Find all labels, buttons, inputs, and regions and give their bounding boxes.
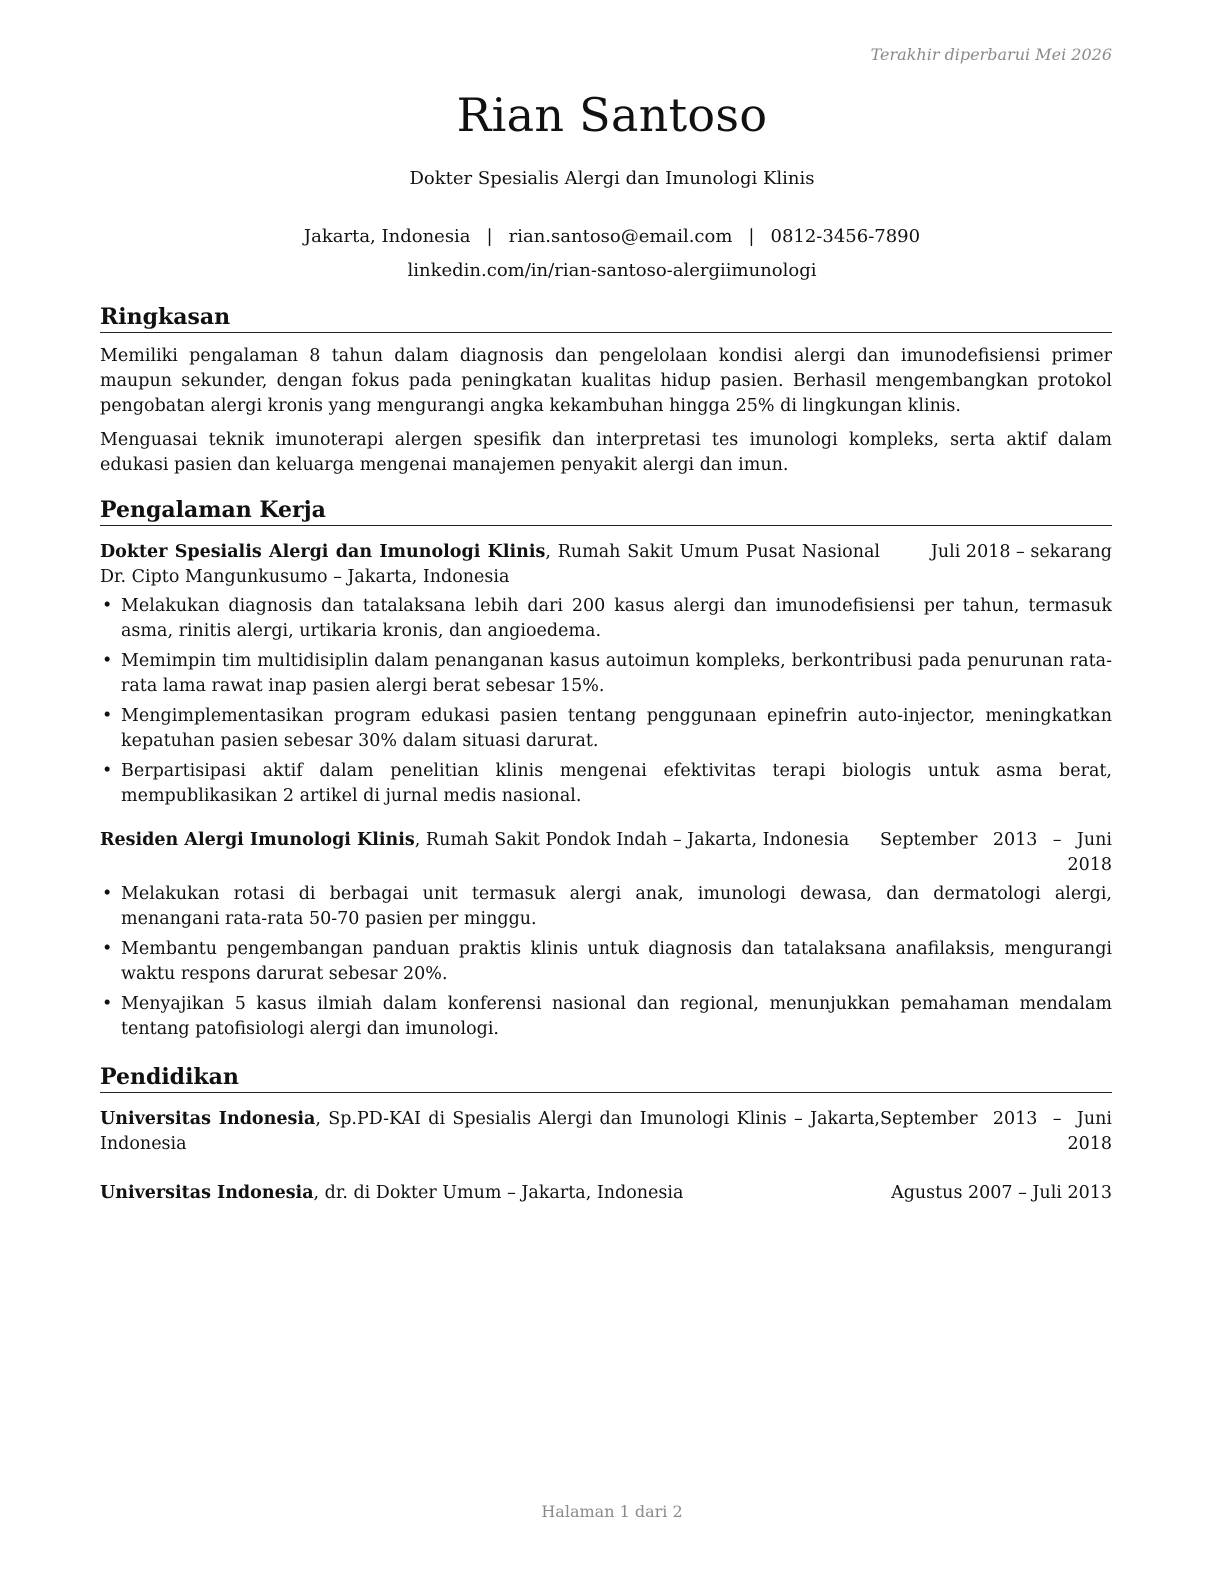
- job-dates: September 2013 – Juni 2018: [880, 830, 1112, 875]
- bullet-text: Memimpin tim multidisiplin dalam penanganan kasus autoimun kompleks, berkontribusi pada penurunan rata-rata lama rawat inap pasien alergi berat sebesar 15%.: [121, 651, 1112, 696]
- bullet-icon: •: [102, 884, 113, 904]
- bullet-text: Berpartisipasi aktif dalam penelitian klinis mengenai efektivitas terapi biologis untuk asma berat, mempublikasikan 2 artikel di jurnal medis nasional.: [121, 761, 1112, 806]
- job-org: , Rumah Sakit Umum Pusat Nasional Dr. Cipto Mangunkusumo – Jakarta, Indonesia: [100, 542, 880, 587]
- job-header: [100, 828, 1112, 878]
- page-number: Halaman 1 dari 2: [541, 1502, 683, 1521]
- education-section: [100, 1064, 1112, 1206]
- candidate-headline: Dokter Spesialis Alergi dan Imunologi Klinis: [409, 168, 815, 189]
- list-item: [100, 882, 1112, 932]
- job-header: [100, 540, 1112, 590]
- summary-section: [100, 304, 1112, 478]
- job-title-org: [100, 828, 880, 878]
- bullet-text: Melakukan rotasi di berbagai unit termasuk alergi anak, imunologi dewasa, dan dermatologi alergi, menangani rata-rata 50-70 pasien per minggu.: [121, 884, 1112, 929]
- bullet-icon: •: [102, 939, 113, 959]
- list-item: [100, 937, 1112, 987]
- education-school-detail: [100, 1181, 880, 1206]
- job-dates: Juli 2018 – sekarang: [930, 542, 1112, 562]
- bullet-icon: •: [102, 596, 113, 616]
- education-school-detail: [100, 1107, 880, 1157]
- bullet-icon: •: [102, 651, 113, 671]
- education-detail: , Sp.PD-KAI di Spesialis Alergi dan Imunologi Klinis – Jakarta, Indonesia: [100, 1109, 880, 1154]
- contact-line-1: [0, 220, 1224, 254]
- contact-location: Jakarta, Indonesia: [303, 226, 471, 247]
- bullet-text: Mengimplementasikan program edukasi pasien tentang penggunaan epinefrin auto-injector, meningkatkan kepatuhan pasien sebesar 30% dalam situasi darurat.: [121, 706, 1112, 751]
- summary-paragraph: Memiliki pengalaman 8 tahun dalam diagnosis dan pengelolaan kondisi alergi dan imunodefisiensi primer maupun sekunder, dengan fokus pada peningkatan kualitas hidup pasien. Berhasil mengembangkan protokol pengobatan alergi kronis yang mengurangi angka kekambuhan hingga 25% di lingkungan klinis.: [100, 346, 1112, 416]
- contact-separator: |: [486, 226, 493, 247]
- contact-email[interactable]: rian.santoso@email.com: [508, 226, 733, 247]
- job-role: Residen Alergi Imunologi Klinis: [100, 830, 415, 850]
- bullet-text: Menyajikan 5 kasus ilmiah dalam konferensi nasional dan regional, menunjukkan pemahaman mendalam tentang patofisiologi alergi dan imunologi.: [121, 994, 1112, 1039]
- education-detail: , dr. di Dokter Umum – Jakarta, Indonesia: [313, 1183, 684, 1203]
- education-dates: Agustus 2007 – Juli 2013: [891, 1183, 1112, 1203]
- job-title-org: [100, 540, 880, 590]
- list-item: [100, 649, 1112, 699]
- job-bullets: [100, 594, 1112, 809]
- section-title-experience: Pengalaman Kerja: [100, 497, 1112, 526]
- list-item: [100, 704, 1112, 754]
- contact-phone: 0812-3456-7890: [770, 226, 921, 247]
- list-item: [100, 594, 1112, 644]
- contact-info: [0, 220, 1224, 288]
- contact-separator: |: [748, 226, 755, 247]
- list-item: [100, 759, 1112, 809]
- section-title-education: Pendidikan: [100, 1064, 1112, 1093]
- bullet-icon: •: [102, 706, 113, 726]
- section-title-summary: Ringkasan: [100, 304, 1112, 333]
- education-dates: September 2013 – Juni 2018: [880, 1109, 1112, 1154]
- bullet-text: Melakukan diagnosis dan tatalaksana lebih dari 200 kasus alergi dan imunodefisiensi per tahun, termasuk asma, rinitis alergi, urtikaria kronis, dan angioedema.: [121, 596, 1112, 641]
- education-school: Universitas Indonesia: [100, 1183, 314, 1203]
- bullet-icon: •: [102, 994, 113, 1014]
- bullet-text: Membantu pengembangan panduan praktis klinis untuk diagnosis dan tatalaksana anafilaksis, mengurangi waktu respons darurat sebesar 20%.: [121, 939, 1112, 984]
- education-entry: [100, 1181, 1112, 1206]
- job-org: , Rumah Sakit Pondok Indah – Jakarta, Indonesia: [414, 830, 850, 850]
- summary-paragraph: Menguasai teknik imunoterapi alergen spesifik dan interpretasi tes imunologi kompleks, serta aktif dalam edukasi pasien dan keluarga mengenai manajemen penyakit alergi dan imun.: [100, 430, 1112, 475]
- education-school: Universitas Indonesia: [100, 1109, 316, 1129]
- job-bullets: [100, 882, 1112, 1042]
- list-item: [100, 992, 1112, 1042]
- bullet-icon: •: [102, 761, 113, 781]
- experience-section: [100, 497, 1112, 1047]
- last-updated-note: Terakhir diperbarui Mei 2026: [870, 45, 1112, 64]
- contact-linkedin[interactable]: linkedin.com/in/rian-santoso-alergiimunologi: [407, 260, 817, 281]
- education-entry: [100, 1107, 1112, 1157]
- candidate-name: Rian Santoso: [456, 88, 768, 142]
- job-role: Dokter Spesialis Alergi dan Imunologi Klinis: [100, 542, 546, 562]
